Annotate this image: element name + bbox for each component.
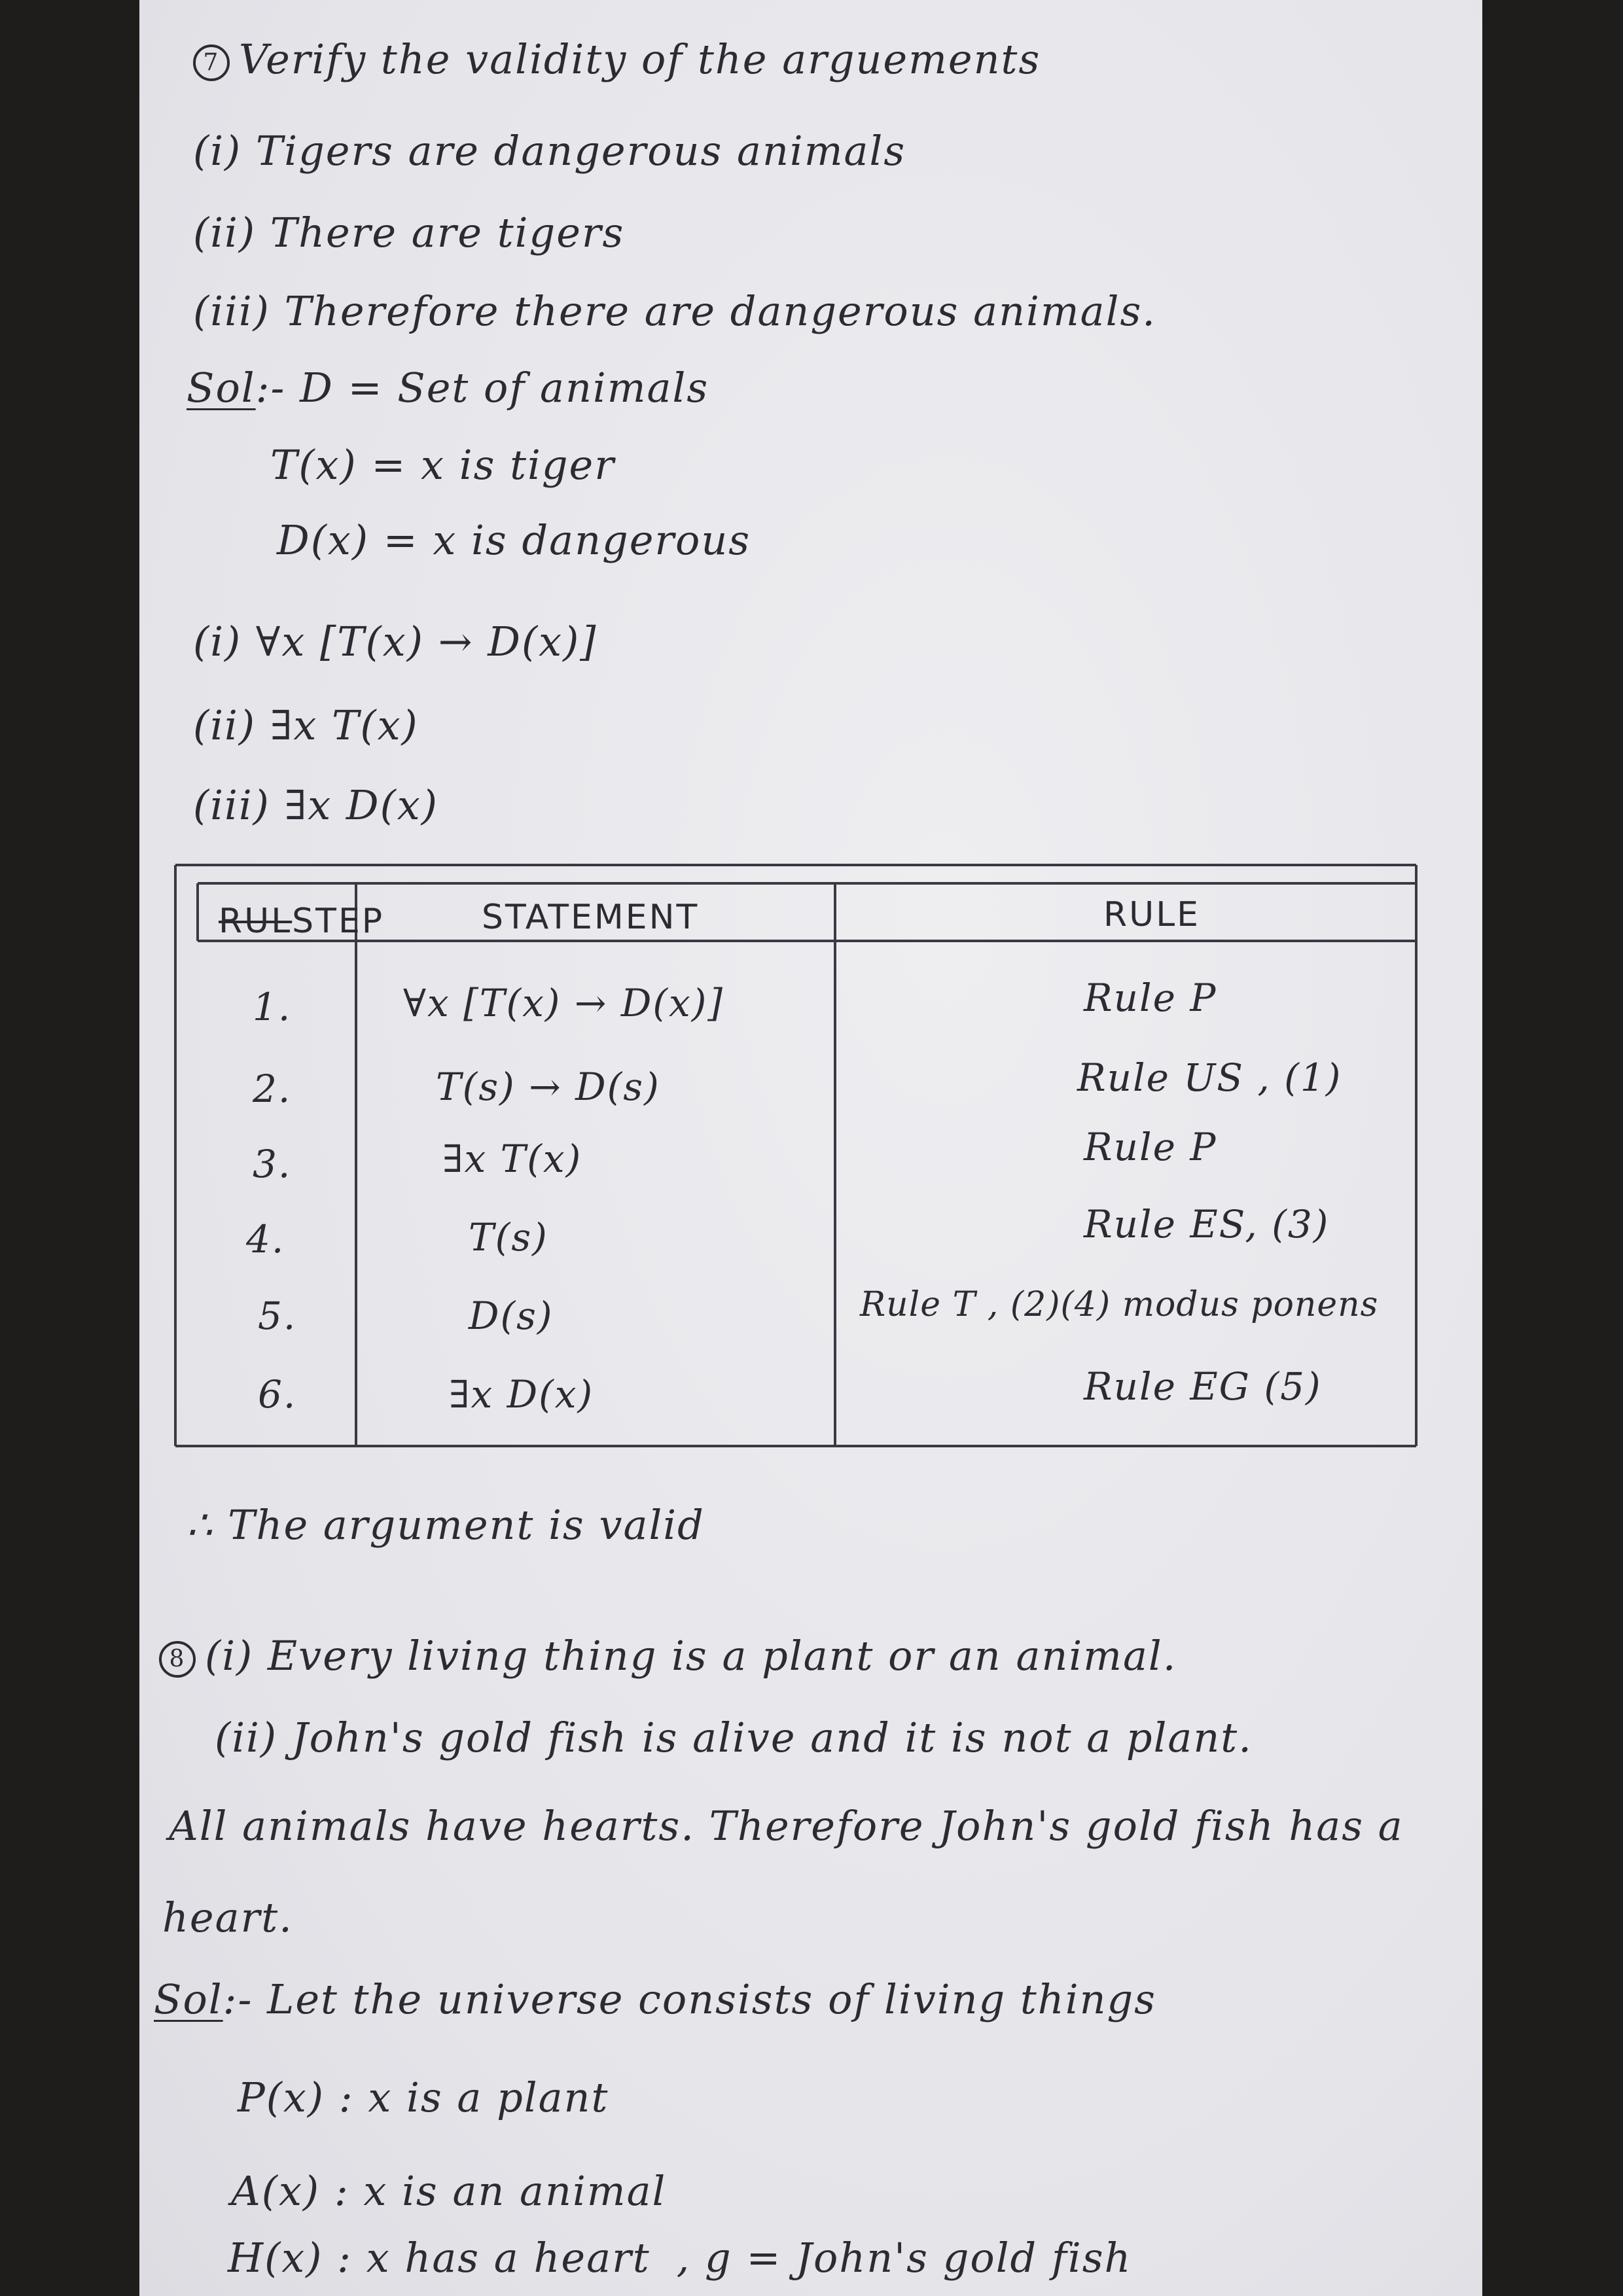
notebook-page [139, 0, 1482, 2296]
q7-sol-label: Sol [187, 364, 256, 412]
q8-def-h: H(x) : x has a heart [228, 2234, 651, 2282]
q8-premise-1: (i) Every living thing is a plant or an animal. [205, 1632, 1177, 1680]
q7-symbolic-3: (iii) ∃x D(x) [193, 781, 438, 829]
q8-def-p: P(x) : x is a plant [238, 2074, 609, 2121]
q7-solution-line [187, 364, 709, 412]
row-6-rule: Rule EG (5) [1084, 1364, 1322, 1409]
q7-def-t: T(x) = x is tiger [270, 441, 615, 489]
q7-title: Verify the validity of the arguements [239, 35, 1041, 83]
q8-premise-3: All animals have hearts. Therefore John's gold fish has a [169, 1802, 1404, 1850]
row-1-step: 1. [253, 985, 292, 1029]
row-2-step: 2. [253, 1067, 292, 1111]
row-4-step: 4. [246, 1217, 285, 1262]
row-2-rule: Rule US , (1) [1077, 1055, 1342, 1100]
row-5-step: 5. [258, 1294, 297, 1338]
row-5-rule: Rule T , (2)(4) modus ponens [860, 1285, 1379, 1324]
header-rule: RULE [1103, 895, 1201, 934]
header-step [219, 902, 385, 941]
header-statement: STATEMENT [482, 898, 700, 937]
q7-sol-text: :- D = Set of animals [255, 364, 709, 412]
q8-def-g: , g = John's gold fish [676, 2234, 1132, 2282]
q7-heading [193, 35, 1041, 83]
proof-table-grid [174, 864, 1418, 1449]
q8-number: 8 [159, 1641, 196, 1678]
q7-result: ∴ The argument is valid [187, 1501, 705, 1549]
q8-def-h-line [228, 2234, 1132, 2282]
header-step-label: STEP [292, 902, 385, 941]
row-2-statement: T(s) → D(s) [436, 1065, 660, 1109]
q8-premise-3-cont: heart. [162, 1894, 293, 1941]
row-5-statement: D(s) [469, 1294, 554, 1338]
row-6-statement: ∃x D(x) [449, 1372, 594, 1417]
q8-sol-text: :- Let the universe consists of living things [223, 1975, 1157, 2023]
q7-conclusion: (iii) Therefore there are dangerous animals. [193, 287, 1156, 335]
row-1-statement: ∀x [T(x) → D(x)] [403, 981, 724, 1025]
row-3-rule: Rule P [1084, 1125, 1217, 1169]
q7-premise-2: (ii) There are tigers [193, 209, 625, 256]
row-4-rule: Rule ES, (3) [1084, 1202, 1330, 1246]
q8-def-a: A(x) : x is an animal [231, 2167, 667, 2215]
q7-number: 7 [193, 44, 230, 81]
proof-table [174, 864, 1418, 1449]
row-1-rule: Rule P [1084, 976, 1217, 1020]
q7-def-d: D(x) = x is dangerous [277, 516, 751, 564]
row-4-statement: T(s) [469, 1215, 548, 1260]
q8-sol-label: Sol [154, 1975, 223, 2023]
q7-symbolic-1: (i) ∀x [T(x) → D(x)] [193, 618, 597, 665]
q7-symbolic-2: (ii) ∃x T(x) [193, 701, 419, 749]
q8-premise-1-line [159, 1632, 1177, 1680]
row-6-step: 6. [258, 1372, 297, 1417]
q8-solution-line [154, 1975, 1157, 2023]
row-3-step: 3. [253, 1142, 292, 1186]
q8-premise-2: (ii) John's gold fish is alive and it is not a plant. [215, 1714, 1253, 1761]
row-3-statement: ∃x T(x) [442, 1137, 582, 1181]
header-struck-text: RUL [219, 902, 293, 941]
q7-premise-1: (i) Tigers are dangerous animals [193, 127, 906, 175]
